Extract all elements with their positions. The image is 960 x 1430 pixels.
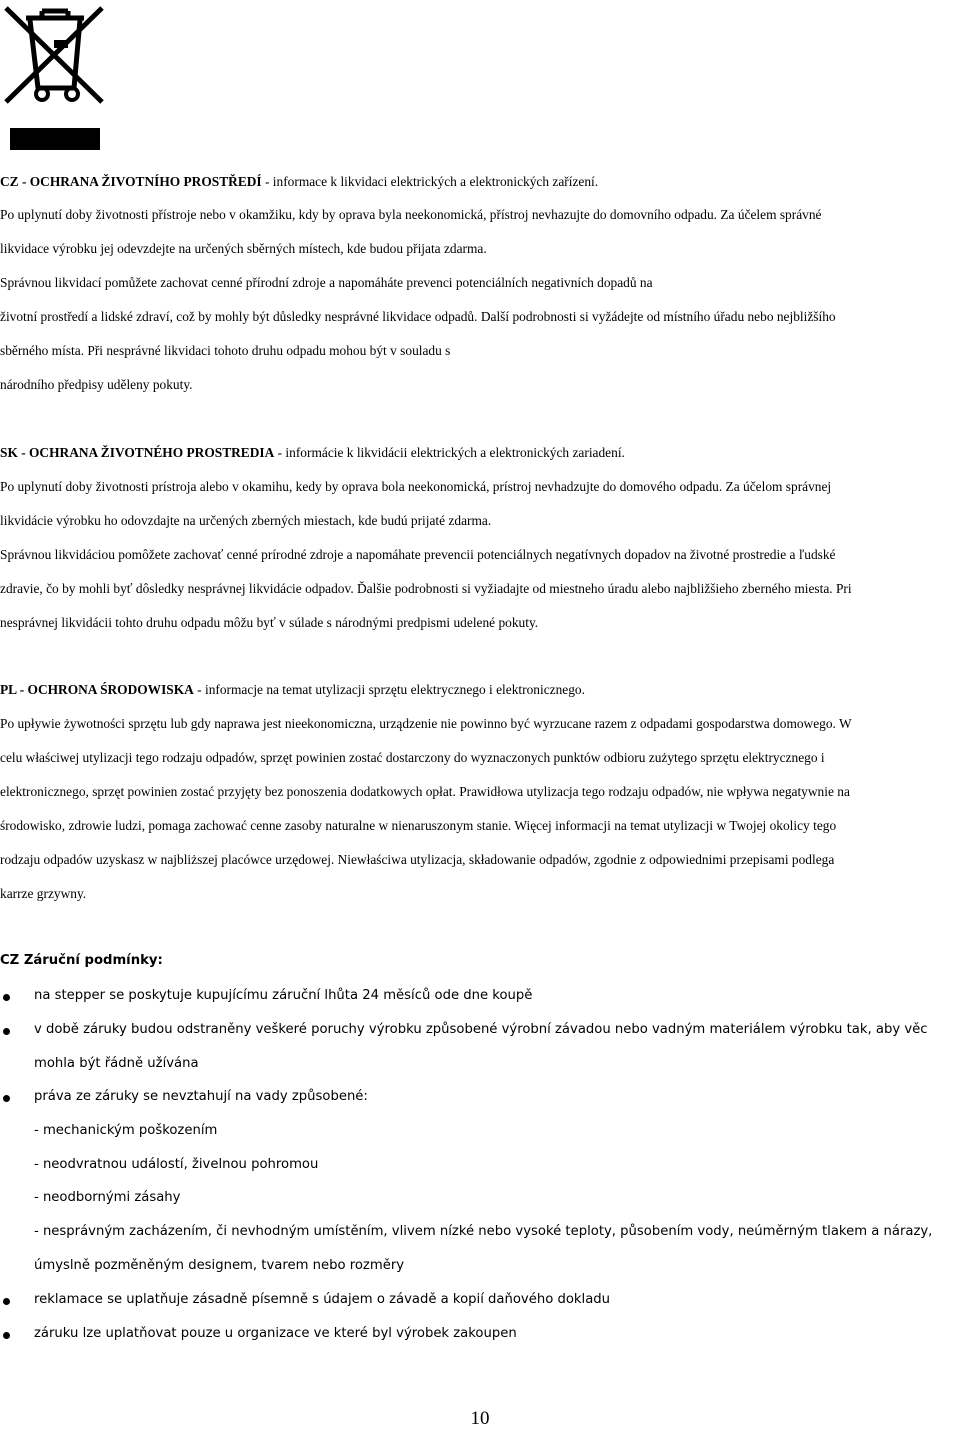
bullet-icon	[3, 994, 10, 1001]
page-number: 10	[470, 1408, 490, 1429]
sk-env-line: Správnou likvidáciou pomôžete zachovať cenné prírodné zdroje a napomáhate prevencii potenciálnych negatívnych dopadov na životné prostredie a ľudské	[0, 547, 836, 562]
pl-env-heading-rest: - informacje na temat utylizacji sprzętu elektrycznego i elektronicznego.	[193, 682, 585, 697]
sk-env-heading-bold: SK - OCHRANA ŽIVOTNÉHO PROSTREDIA	[0, 445, 275, 460]
sk-env-heading	[0, 444, 625, 462]
warranty-item: reklamace se uplatňuje zásadně písemně s údajem o závadě a kopií daňového dokladu	[34, 1292, 611, 1307]
cz-env-heading-rest: - informace k likvidaci elektrických a elektronických zařízení.	[261, 174, 599, 189]
sk-env-line: nesprávnej likvidácii tohto druhu odpadu môžu byť v súlade s národnými predpismi udelené pokuty.	[0, 615, 539, 630]
warranty-sub-item: - neodvratnou událostí, živelnou pohromou	[34, 1157, 319, 1172]
cz-env-line: životní prostředí a lidské zdraví, což by mohly být důsledky nesprávné likvidace odpadů. Další podrobnosti si vyžádejte od místního úřadu nebo nejbližšího	[0, 309, 836, 324]
sk-env-line: Po uplynutí doby životnosti prístroja alebo v okamihu, kedy by oprava bola neekonomická, prístroj nevhadzujte do domového odpadu. Za účelom správnej	[0, 479, 832, 494]
sk-env-heading-rest: - informácie k likvidácii elektrických a elektronických zariadení.	[274, 445, 625, 460]
warranty-sub-item: - nesprávným zacházením, či nevhodným umístěním, vlivem nízké nebo vysoké teploty, působením vody, neúměrným tlakem a nárazy,	[34, 1224, 933, 1239]
bullet-icon	[3, 1028, 10, 1035]
warranty-item: na stepper se poskytuje kupujícímu záruční lhůta 24 měsíců ode dne koupě	[34, 988, 533, 1003]
pl-env-line: rodzaju odpadów uzyskasz w najbliższej placówce urzędowej. Niewłaściwa utylizacja, składowanie odpadów, zgodnie z odpowiednimi przepisami podlega	[0, 852, 835, 867]
warranty-sub-item: - neodbornými zásahy	[34, 1190, 181, 1205]
cz-env-line: Správnou likvidací pomůžete zachovat cenné přírodní zdroje a napomáháte prevenci potenciálních negativních dopadů na	[0, 275, 653, 290]
warranty-item: v době záruky budou odstraněny veškeré poruchy výrobku způsobené výrobní závadou nebo vadným materiálem výrobku tak, aby věc	[34, 1022, 928, 1037]
cz-env-line: Po uplynutí doby životnosti přístroje nebo v okamžiku, kdy by oprava byla neekonomická, přístroj nevhazujte do domovního odpadu. Za účelem správné	[0, 207, 822, 222]
warranty-title: CZ Záruční podmínky:	[0, 953, 163, 968]
pl-env-heading-bold: PL - OCHRONA ŚRODOWISKA	[0, 682, 194, 697]
cz-env-heading	[0, 173, 598, 191]
pl-env-line: karrze grzywny.	[0, 886, 87, 901]
warranty-item: záruku lze uplatňovat pouze u organizace ve které byl výrobek zakoupen	[34, 1326, 517, 1341]
sk-env-line: likvidácie výrobku ho odovzdajte na určených zberných miestach, kde budú prijaté zdarma.	[0, 513, 492, 528]
cz-env-line: likvidace výrobku jej odevzdejte na určených sběrných místech, kde budou přijata zdarma.	[0, 241, 487, 256]
bullet-icon	[3, 1298, 10, 1305]
warranty-item: práva ze záruky se nevztahují na vady způsobené:	[34, 1089, 368, 1104]
pl-env-heading	[0, 681, 585, 699]
pl-env-line: środowisko, zdrowie ludzi, pomaga zachować cenne zasoby naturalne w nienaruszonym stanie. Więcej informacji na temat utylizacji w Twojej okolicy tego	[0, 818, 837, 833]
crossed-out-wheelie-bin-icon	[4, 2, 108, 152]
warranty-item-continuation: mohla být řádně užívána	[34, 1056, 199, 1071]
warranty-sub-item: úmyslně pozměněným designem, tvarem nebo rozměry	[34, 1258, 405, 1273]
bullet-icon	[3, 1095, 10, 1102]
pl-env-line: Po upływie żywotności sprzętu lub gdy naprawa jest nieekonomiczna, urządzenie nie powinno być wyrzucane razem z odpadami gospodarstwa domowego. W	[0, 716, 852, 731]
cz-env-line: národního předpisy uděleny pokuty.	[0, 377, 193, 392]
sk-env-line: zdravie, čo by mohli byť dôsledky nesprávnej likvidácie odpadov. Ďalšie podrobnosti si vyžiadajte od miestneho úradu alebo najbližšieho zberného miesta. Pri	[0, 581, 852, 596]
warranty-sub-item: - mechanickým poškozením	[34, 1123, 218, 1138]
pl-env-line: celu właściwej utylizacji tego rodzaju odpadów, sprzęt powinien zostać dostarczony do wyznaczonych punktów odbioru zużytego sprzętu elektrycznego i	[0, 750, 825, 765]
bullet-icon	[3, 1332, 10, 1339]
pl-env-line: elektronicznego, sprzęt powinien zostać przyjęty bez ponoszenia dodatkowych opłat. Prawidłowa utylizacja tego rodzaju odpadów, nie wpływa negatywnie na	[0, 784, 850, 799]
cz-env-line: sběrného místa. Při nesprávné likvidaci tohoto druhu odpadu mohou být v souladu s	[0, 343, 451, 358]
cz-env-heading-bold: CZ - OCHRANA ŽIVOTNÍHO PROSTŘEDÍ	[0, 174, 262, 189]
